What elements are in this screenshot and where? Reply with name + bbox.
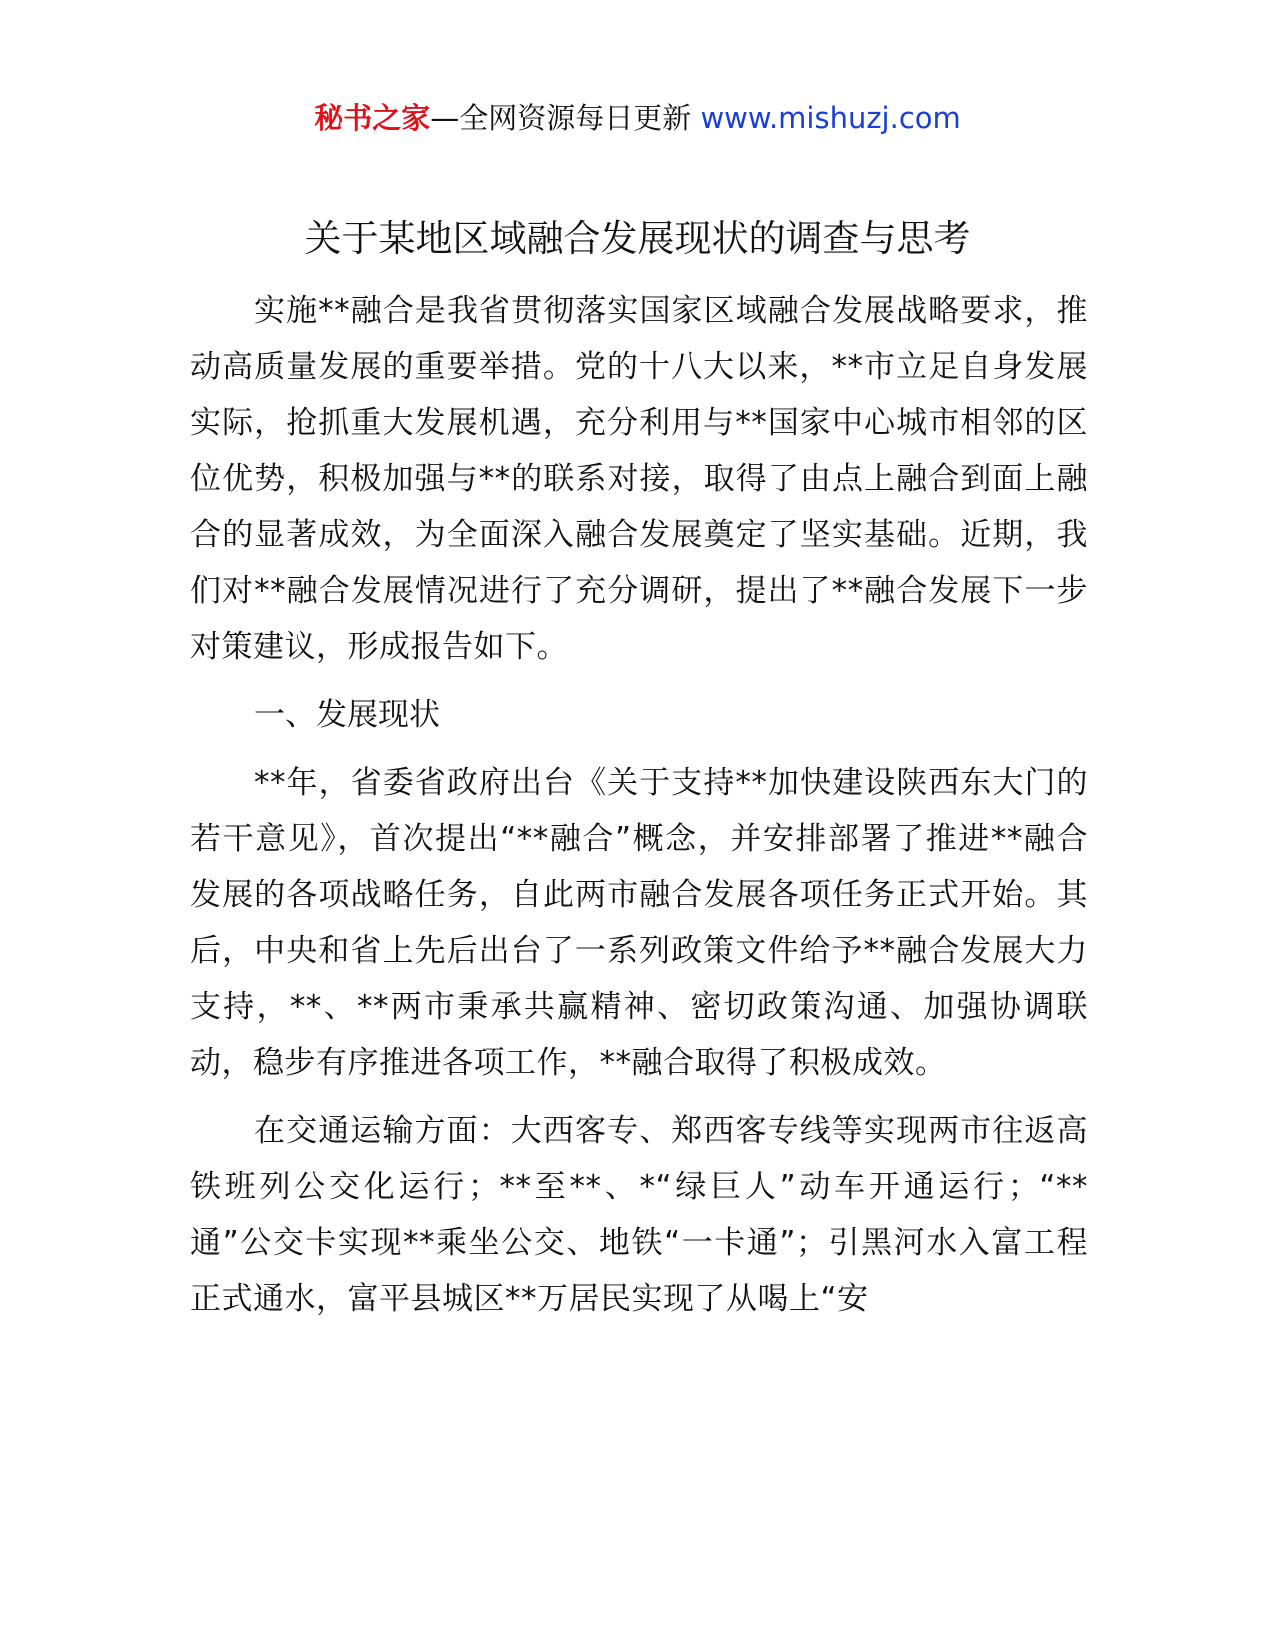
brand-name: 秘书之家	[314, 101, 431, 135]
site-url-link[interactable]: www.mishuzj.com	[700, 101, 961, 135]
intro-paragraph: 实施**融合是我省贯彻落实国家区域融合发展战略要求，推动高质量发展的重要举措。党的十八大以来，**市立足自身发展实际，抢抓重大发展机遇，充分利用与**国家中心城市相邻的区位优势，积极加强与**的联系对接，取得了由点上融合到面上融合的显著成效，为全面深入融合发展奠定了坚实基础。近期，我们对**融合发展情况进行了充分调研，提出了**融合发展下一步对策建议，形成报告如下。	[190, 293, 1088, 665]
section-heading: 一、发展现状	[254, 697, 440, 733]
transport-paragraph: 在交通运输方面：大西客专、郑西客专线等实现两市往返高铁班列公交化运行；**至**、*“绿巨人”动车开通运行；“**通”公交卡实现**乘坐公交、地铁“一卡通”；引黑河水入富工程正式通水，富平县城区**万居民实现了从喝上“安	[190, 1113, 1088, 1317]
header-tagline: —全网资源每日更新	[430, 101, 701, 135]
status-paragraph: **年，省委省政府出台《关于支持**加快建设陕西东大门的若干意见》，首次提出“**融合”概念，并安排部署了推进**融合发展的各项战略任务，自此两市融合发展各项任务正式开始。其后，中央和省上先后出台了一系列政策文件给予**融合发展大力支持，**、**两市秉承共赢精神、密切政策沟通、加强协调联动，稳步有序推进各项工作，**融合取得了积极成效。	[190, 765, 1088, 1081]
document-title: 关于某地区域融合发展现状的调查与思考	[304, 217, 971, 260]
document-body	[190, 283, 1088, 1339]
site-header	[0, 98, 1275, 138]
